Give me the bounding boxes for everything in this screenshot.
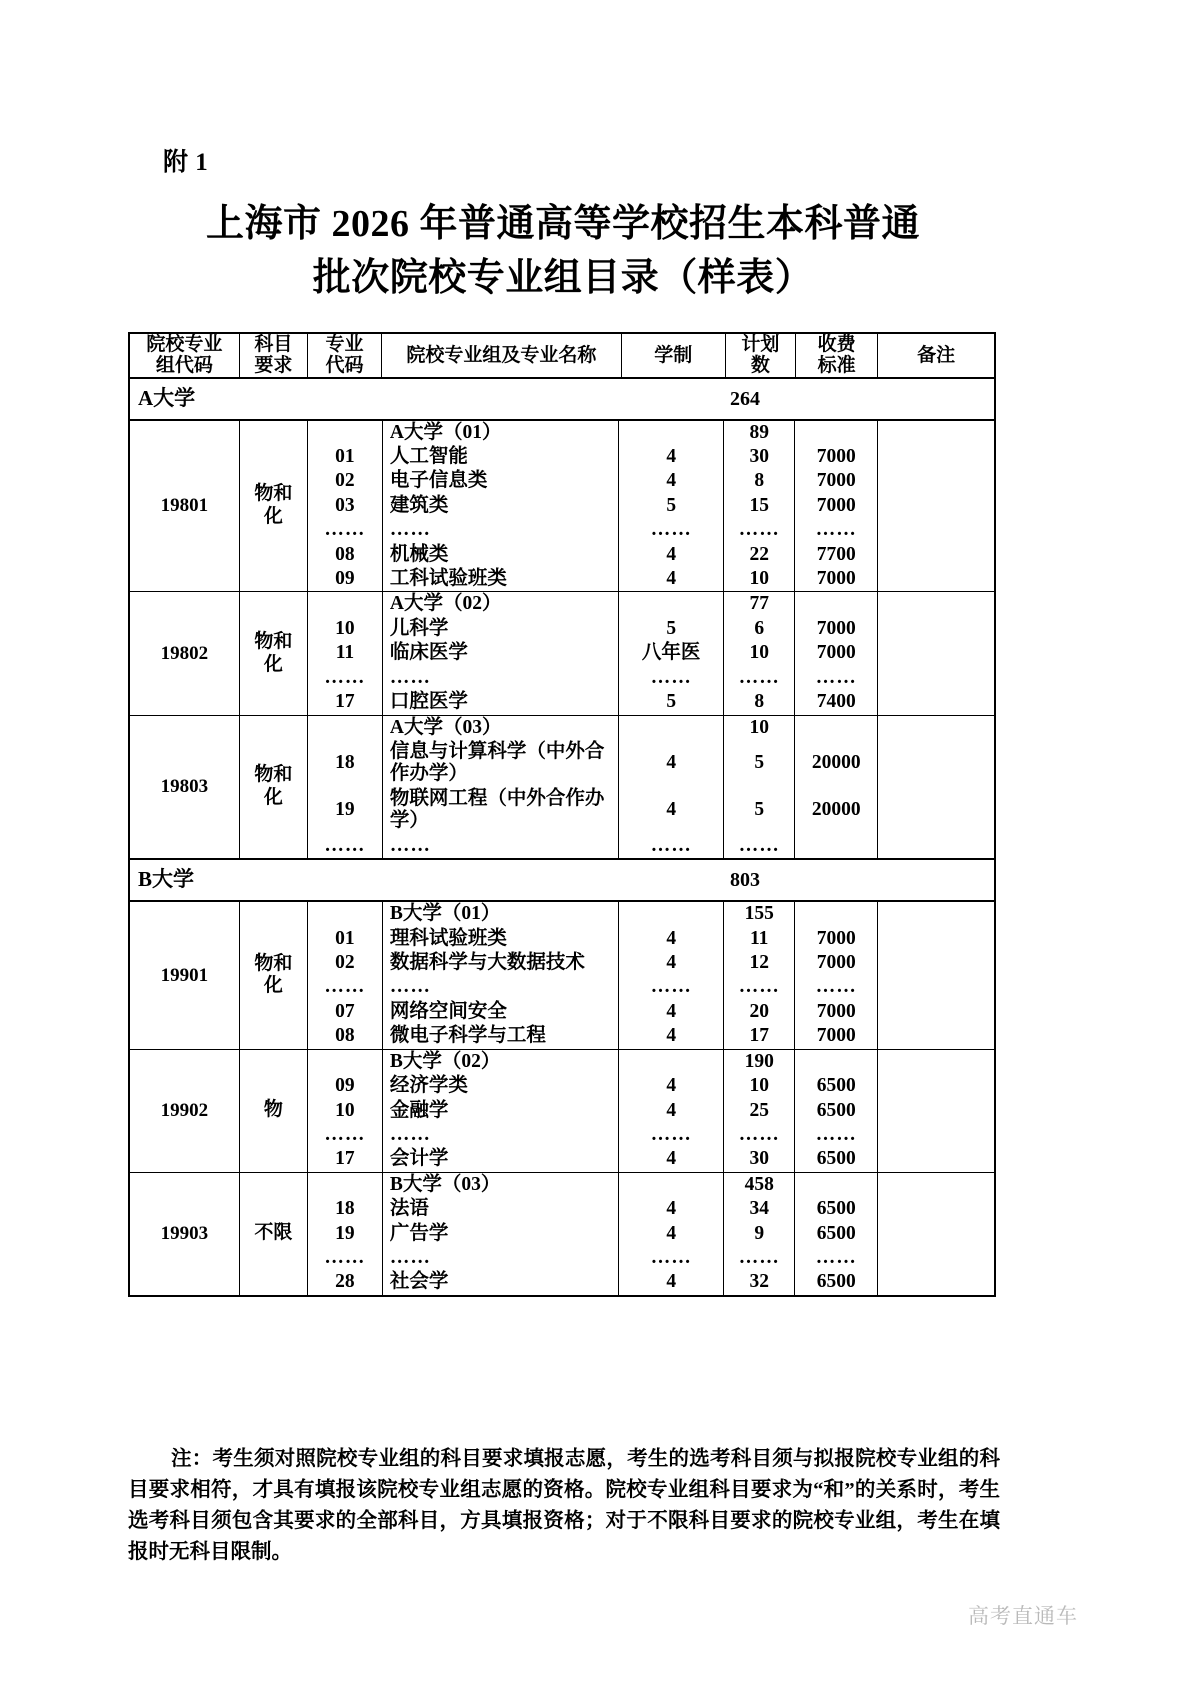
plan-count: 8 [724,690,795,714]
group-majors-block [307,1049,877,1172]
study-years: 4 [619,927,724,951]
column-header [239,333,307,378]
university-summary-cell [129,378,995,420]
major-name: 微电子科学与工程 [382,1024,618,1048]
remark-cell [878,1049,995,1172]
column-header-line: 标准 [817,355,856,377]
major-code: 08 [308,1024,383,1048]
major-row [308,1270,877,1294]
major-row [308,975,877,999]
group-code-cell: 19801 [129,420,239,592]
tuition-fee: 20000 [811,752,861,774]
subject-requirement-cell [239,901,307,1049]
tuition-fee: 6500 [816,1148,856,1170]
plan-count: 9 [724,1222,795,1246]
plan-count: …… [724,834,795,858]
major-group-row [129,715,995,859]
tuition-fee: …… [815,666,857,688]
major-name: …… [382,1123,618,1147]
tuition-fee: 7000 [816,1000,856,1022]
major-name: …… [382,518,618,542]
university-summary-cell [129,859,995,901]
major-name: A大学（01） [382,421,618,445]
group-header-row [308,1050,877,1074]
tuition-fee: 7000 [816,494,856,516]
tuition-fee [795,592,878,616]
plan-count: 77 [724,592,795,616]
university-name: B大学 [138,867,195,892]
study-years: 4 [619,1147,724,1171]
major-code: 01 [308,445,383,469]
tuition-fee [795,834,878,858]
group-header-row [308,902,877,926]
plan-count: 22 [724,543,795,567]
major-code: …… [308,518,383,542]
university-summary-row [129,859,995,901]
column-header [129,333,239,378]
plan-count: 20 [724,1000,795,1024]
study-years: 4 [619,740,724,787]
tuition-fee [795,421,878,445]
column-header-line: 收费 [817,334,856,355]
tuition-fee: …… [815,1123,857,1145]
table-note [128,1444,1000,1569]
subject-requirement-line: 物 [263,1099,283,1121]
table-header-row [129,333,995,378]
major-row [308,1099,877,1123]
title-line-1: 上海市 2026 年普通高等学校招生本科普通 [205,203,920,245]
plan-count: …… [724,1123,795,1147]
major-name: 经济学类 [382,1074,618,1098]
column-header [725,333,795,378]
tuition-fee: 7000 [816,617,856,639]
group-majors-block [307,420,877,592]
major-name: 理科试验班类 [382,927,618,951]
column-header-line: 要求 [254,355,293,377]
study-years [619,592,724,616]
major-code [308,902,383,926]
major-row [308,1246,877,1270]
tuition-fee: 20000 [811,799,861,821]
subject-requirement-line: 化 [263,786,283,808]
major-name: 临床医学 [382,641,618,665]
major-group-row [129,1172,995,1296]
plan-count: 17 [724,1024,795,1048]
study-years: 4 [619,1074,724,1098]
major-code [308,1173,383,1197]
plan-count: 10 [724,641,795,665]
tuition-fee: 7000 [816,642,856,664]
major-row [308,518,877,542]
study-years: 5 [619,690,724,714]
plan-count: …… [724,666,795,690]
plan-count: 458 [724,1173,795,1197]
subject-requirement-cell [239,1172,307,1296]
study-years: …… [619,666,724,690]
plan-count: 8 [724,469,795,493]
plan-count: 6 [724,617,795,641]
remark-cell [878,592,995,715]
tuition-fee: …… [815,1247,857,1269]
major-group-row [129,901,995,1049]
major-code [308,716,383,740]
group-header-row [308,1173,877,1197]
major-name: 网络空间安全 [382,1000,618,1024]
major-code: 02 [308,951,383,975]
column-header-line: 代码 [325,355,364,377]
column-header [307,333,381,378]
subject-requirement-line: 物和 [254,630,293,652]
major-code: …… [308,975,383,999]
plan-count: 5 [724,787,795,834]
study-years: …… [619,518,724,542]
major-code [308,592,383,616]
major-row [308,1197,877,1221]
major-name: …… [382,666,618,690]
plan-count: 32 [724,1270,795,1294]
plan-count: 25 [724,1099,795,1123]
plan-count: 11 [724,927,795,951]
major-row [308,740,877,787]
page-title [128,198,998,306]
tuition-fee: 7400 [816,691,856,713]
major-name: 儿科学 [382,617,618,641]
tuition-fee: 7000 [816,927,856,949]
study-years: …… [619,834,724,858]
study-years: 5 [619,494,724,518]
tuition-fee: 6500 [816,1198,856,1220]
major-code: 17 [308,1147,383,1171]
plan-count: …… [724,518,795,542]
column-header-line: 科目 [254,334,293,355]
study-years: 4 [619,543,724,567]
column-header [382,333,622,378]
catalog-table-wrapper [128,332,996,1297]
study-years: 八年医 [619,641,724,665]
major-code: 19 [308,1222,383,1246]
major-row [308,1147,877,1171]
major-row [308,1222,877,1246]
watermark: 高考直通车 [968,1605,1078,1628]
title-line-2: 批次院校专业组目录（样表） [312,256,814,299]
major-name: A大学（02） [382,592,618,616]
study-years: …… [619,1246,724,1270]
study-years: 5 [619,617,724,641]
major-code: 10 [308,617,383,641]
major-row [308,469,877,493]
major-code: 10 [308,1099,383,1123]
major-row [308,1000,877,1024]
major-code [308,1050,383,1074]
major-code: 08 [308,543,383,567]
tuition-fee: 7000 [816,951,856,973]
tuition-fee: 7000 [816,1025,856,1047]
tuition-fee: …… [815,976,857,998]
major-row [308,1024,877,1048]
major-name: 社会学 [382,1270,618,1294]
major-code: …… [308,1123,383,1147]
major-code: 17 [308,690,383,714]
tuition-fee [795,1173,878,1197]
column-header-line: 备注 [917,344,956,366]
tuition-fee [795,1050,878,1074]
university-total-plan: 264 [730,387,760,410]
tuition-fee: 6500 [816,1075,856,1097]
study-years: 4 [619,1024,724,1048]
major-code: …… [308,1246,383,1270]
major-row [308,543,877,567]
major-name: …… [382,1246,618,1270]
study-years: 4 [619,1270,724,1294]
major-name: 会计学 [382,1147,618,1171]
subject-requirement-line: 物和 [254,483,293,505]
table-body [129,378,995,1296]
major-name: 金融学 [382,1099,618,1123]
major-name: 机械类 [382,543,618,567]
major-row [308,641,877,665]
university-summary-row [129,378,995,420]
study-years [619,716,724,740]
major-code: 09 [308,1074,383,1098]
plan-count: 10 [724,716,795,740]
tuition-fee: 7000 [816,445,856,467]
subject-requirement-cell [239,592,307,715]
major-row [308,445,877,469]
group-code-cell: 19903 [129,1172,239,1296]
study-years: 4 [619,1222,724,1246]
plan-count: 12 [724,951,795,975]
subject-requirement-line: 物和 [254,764,293,786]
subject-requirement-line: 物和 [254,952,293,974]
column-header-line: 数 [750,355,770,377]
study-years [619,1050,724,1074]
plan-count: 190 [724,1050,795,1074]
major-name: 工科试验班类 [382,567,618,591]
tuition-fee: 6500 [816,1099,856,1121]
tuition-fee [795,902,878,926]
university-name: A大学 [138,385,196,410]
plan-count: 155 [724,902,795,926]
university-total-plan: 803 [730,868,760,891]
study-years: 4 [619,469,724,493]
group-majors-block [307,715,877,859]
major-row [308,1074,877,1098]
major-name: 广告学 [382,1222,618,1246]
major-name: 物联网工程（中外合作办学） [382,787,618,834]
column-header-line: 院校专业组及专业名称 [406,344,597,366]
attachment-label: 附 1 [163,149,209,176]
study-years: 4 [619,951,724,975]
plan-count: 89 [724,421,795,445]
major-code: 28 [308,1270,383,1294]
plan-count: 30 [724,445,795,469]
group-code-cell: 19803 [129,715,239,859]
major-name: 口腔医学 [382,690,618,714]
column-header-line: 计划 [741,334,780,355]
subject-requirement-cell [239,420,307,592]
group-code-cell: 19802 [129,592,239,715]
major-name: …… [382,975,618,999]
subject-requirement-cell [239,1049,307,1172]
study-years: …… [619,1123,724,1147]
major-name: A大学（03） [382,716,618,740]
subject-requirement-line: 化 [263,653,283,675]
tuition-fee: 7000 [816,470,856,492]
plan-count: 10 [724,567,795,591]
study-years: …… [619,975,724,999]
major-row [308,1123,877,1147]
major-group-row [129,1049,995,1172]
major-code: 18 [308,740,383,787]
group-header-row [308,592,877,616]
column-header-line: 学制 [654,344,693,366]
plan-count: …… [724,1246,795,1270]
plan-count: 10 [724,1074,795,1098]
plan-count: 15 [724,494,795,518]
study-years: 4 [619,1000,724,1024]
major-code: 03 [308,494,383,518]
study-years: 4 [619,787,724,834]
major-code: 07 [308,1000,383,1024]
major-group-row [129,420,995,592]
tuition-fee: 6500 [816,1222,856,1244]
study-years: 4 [619,445,724,469]
major-code: 01 [308,927,383,951]
note-text: 注：考生须对照院校专业组的科目要求填报志愿，考生的选考科目须与拟报院校专业组的科目要求相符，才具有填报该院校专业组志愿的资格。院校专业组科目要求为“和”的关系时，考生选考科目须包含其要求的全部科目，方具填报资格；对于不限科目要求的院校专业组，考生在填报时无科目限制。 [128,1448,1000,1564]
group-majors-block [307,1172,877,1296]
plan-count: 5 [724,740,795,787]
major-name: 建筑类 [382,494,618,518]
major-code [308,421,383,445]
major-name: B大学（01） [382,902,618,926]
plan-count: 34 [724,1197,795,1221]
remark-cell [878,901,995,1049]
plan-count: …… [724,975,795,999]
group-majors-block [307,901,877,1049]
study-years: 4 [619,1099,724,1123]
major-code: …… [308,834,383,858]
tuition-fee: 7700 [816,543,856,565]
column-header-line: 院校专业 [146,334,223,355]
plan-count: 30 [724,1147,795,1171]
tuition-fee [795,716,878,740]
major-name: 电子信息类 [382,469,618,493]
tuition-fee: …… [815,519,857,541]
major-name: 法语 [382,1197,618,1221]
major-row [308,567,877,591]
column-header [796,333,878,378]
study-years [619,421,724,445]
major-code: 11 [308,641,383,665]
column-header-line: 专业 [325,334,364,355]
major-code: 18 [308,1197,383,1221]
major-row [308,690,877,714]
major-name: 人工智能 [382,445,618,469]
major-row [308,951,877,975]
tuition-fee: 7000 [816,568,856,590]
major-name: 数据科学与大数据技术 [382,951,618,975]
major-name: …… [382,834,618,858]
group-majors-block [307,592,877,715]
major-name: B大学（03） [382,1173,618,1197]
group-code-cell: 19902 [129,1049,239,1172]
study-years [619,1173,724,1197]
study-years: 4 [619,1197,724,1221]
major-row [308,834,877,858]
study-years [619,902,724,926]
major-row [308,927,877,951]
subject-requirement-line: 不限 [254,1222,293,1244]
major-code: …… [308,666,383,690]
major-row [308,494,877,518]
major-code: 19 [308,787,383,834]
remark-cell [878,1172,995,1296]
column-header [878,333,995,378]
major-row [308,787,877,834]
major-name: B大学（02） [382,1050,618,1074]
group-header-row [308,421,877,445]
major-row [308,666,877,690]
remark-cell [878,420,995,592]
remark-cell [878,715,995,859]
study-years: 4 [619,567,724,591]
major-group-row [129,592,995,715]
subject-requirement-line: 化 [263,506,283,527]
group-header-row [308,716,877,740]
tuition-fee: 6500 [816,1271,856,1293]
major-code: 09 [308,567,383,591]
catalog-table [128,332,996,1297]
column-header [621,333,725,378]
column-header-line: 组代码 [155,355,213,377]
major-code: 02 [308,469,383,493]
table-header [129,333,995,378]
major-row [308,617,877,641]
group-code-cell: 19901 [129,901,239,1049]
major-name: 信息与计算科学（中外合作办学） [382,740,618,787]
subject-requirement-line: 化 [263,975,283,997]
subject-requirement-cell [239,715,307,859]
